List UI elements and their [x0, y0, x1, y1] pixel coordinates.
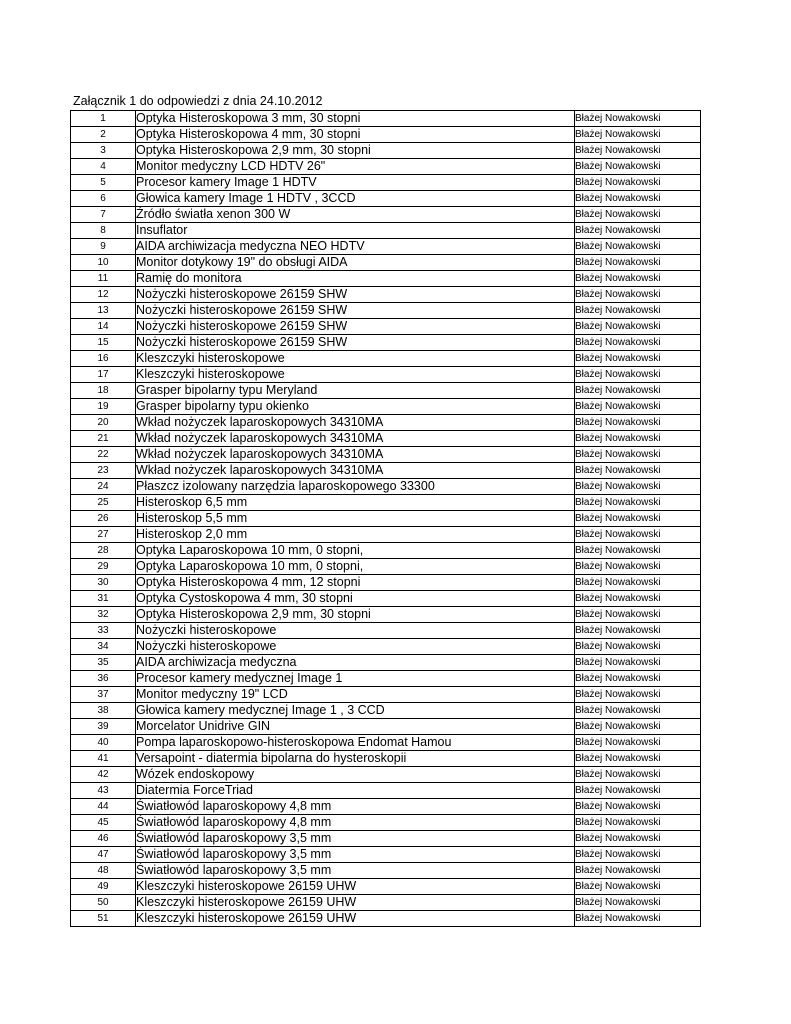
responsible-person-cell: Błażej Nowakowski — [575, 799, 701, 815]
table-row — [71, 655, 701, 671]
item-name-cell: Monitor medyczny 19" LCD — [136, 687, 575, 703]
table-row — [71, 431, 701, 447]
table-row — [71, 271, 701, 287]
row-number-cell: 20 — [71, 415, 136, 431]
item-name-cell: Diatermia ForceTriad — [136, 783, 575, 799]
row-number-cell: 6 — [71, 191, 136, 207]
row-number-cell: 41 — [71, 751, 136, 767]
item-name-cell: Grasper bipolarny typu okienko — [136, 399, 575, 415]
row-number-cell: 7 — [71, 207, 136, 223]
table-row — [71, 143, 701, 159]
item-name-cell: Głowica kamery Image 1 HDTV , 3CCD — [136, 191, 575, 207]
responsible-person-cell: Błażej Nowakowski — [575, 511, 701, 527]
item-name-cell: Światłowód laparoskopowy 4,8 mm — [136, 815, 575, 831]
item-name-cell: Światłowód laparoskopowy 3,5 mm — [136, 831, 575, 847]
table-row — [71, 687, 701, 703]
row-number-cell: 44 — [71, 799, 136, 815]
table-row — [71, 735, 701, 751]
responsible-person-cell: Błażej Nowakowski — [575, 623, 701, 639]
row-number-cell: 22 — [71, 447, 136, 463]
table-row — [71, 447, 701, 463]
table-row — [71, 399, 701, 415]
row-number-cell: 51 — [71, 911, 136, 927]
row-number-cell: 25 — [71, 495, 136, 511]
responsible-person-cell: Błażej Nowakowski — [575, 543, 701, 559]
item-name-cell: Ramię do monitora — [136, 271, 575, 287]
table-row — [71, 127, 701, 143]
responsible-person-cell: Błażej Nowakowski — [575, 191, 701, 207]
row-number-cell: 21 — [71, 431, 136, 447]
item-name-cell: Kleszczyki histeroskopowe 26159 UHW — [136, 911, 575, 927]
row-number-cell: 40 — [71, 735, 136, 751]
row-number-cell: 16 — [71, 351, 136, 367]
table-row — [71, 511, 701, 527]
responsible-person-cell: Błażej Nowakowski — [575, 463, 701, 479]
table-row — [71, 111, 701, 127]
responsible-person-cell: Błażej Nowakowski — [575, 319, 701, 335]
table-row — [71, 863, 701, 879]
row-number-cell: 23 — [71, 463, 136, 479]
table-row — [71, 767, 701, 783]
row-number-cell: 39 — [71, 719, 136, 735]
responsible-person-cell: Błażej Nowakowski — [575, 559, 701, 575]
responsible-person-cell: Błażej Nowakowski — [575, 703, 701, 719]
responsible-person-cell: Błażej Nowakowski — [575, 831, 701, 847]
row-number-cell: 42 — [71, 767, 136, 783]
item-name-cell: Monitor medyczny LCD HDTV 26" — [136, 159, 575, 175]
responsible-person-cell: Błażej Nowakowski — [575, 415, 701, 431]
row-number-cell: 50 — [71, 895, 136, 911]
item-name-cell: Kleszczyki histeroskopowe — [136, 351, 575, 367]
row-number-cell: 9 — [71, 239, 136, 255]
table-row — [71, 751, 701, 767]
row-number-cell: 18 — [71, 383, 136, 399]
item-name-cell: Optyka Histeroskopowa 2,9 mm, 30 stopni — [136, 607, 575, 623]
responsible-person-cell: Błażej Nowakowski — [575, 847, 701, 863]
item-name-cell: Optyka Laparoskopowa 10 mm, 0 stopni, — [136, 543, 575, 559]
table-row — [71, 335, 701, 351]
row-number-cell: 30 — [71, 575, 136, 591]
table-row — [71, 223, 701, 239]
table-row — [71, 831, 701, 847]
responsible-person-cell: Błażej Nowakowski — [575, 895, 701, 911]
item-name-cell: Wkład nożyczek laparoskopowych 34310MA — [136, 415, 575, 431]
responsible-person-cell: Błażej Nowakowski — [575, 495, 701, 511]
responsible-person-cell: Błażej Nowakowski — [575, 303, 701, 319]
row-number-cell: 27 — [71, 527, 136, 543]
item-name-cell: Nożyczki histeroskopowe — [136, 639, 575, 655]
responsible-person-cell: Błażej Nowakowski — [575, 223, 701, 239]
row-number-cell: 49 — [71, 879, 136, 895]
responsible-person-cell: Błażej Nowakowski — [575, 607, 701, 623]
table-row — [71, 463, 701, 479]
table-row — [71, 207, 701, 223]
table-row — [71, 415, 701, 431]
row-number-cell: 43 — [71, 783, 136, 799]
responsible-person-cell: Błażej Nowakowski — [575, 671, 701, 687]
row-number-cell: 24 — [71, 479, 136, 495]
table-row — [71, 575, 701, 591]
item-name-cell: Histeroskop 6,5 mm — [136, 495, 575, 511]
item-name-cell: Optyka Histeroskopowa 3 mm, 30 stopni — [136, 111, 575, 127]
responsible-person-cell: Błażej Nowakowski — [575, 767, 701, 783]
table-row — [71, 719, 701, 735]
table-row — [71, 911, 701, 927]
row-number-cell: 37 — [71, 687, 136, 703]
responsible-person-cell: Błażej Nowakowski — [575, 287, 701, 303]
item-name-cell: Kleszczyki histeroskopowe 26159 UHW — [136, 879, 575, 895]
table-row — [71, 783, 701, 799]
row-number-cell: 26 — [71, 511, 136, 527]
item-name-cell: Wózek endoskopowy — [136, 767, 575, 783]
table-row — [71, 191, 701, 207]
item-name-cell: Światłowód laparoskopowy 4,8 mm — [136, 799, 575, 815]
responsible-person-cell: Błażej Nowakowski — [575, 863, 701, 879]
responsible-person-cell: Błażej Nowakowski — [575, 735, 701, 751]
responsible-person-cell: Błażej Nowakowski — [575, 575, 701, 591]
responsible-person-cell: Błażej Nowakowski — [575, 127, 701, 143]
row-number-cell: 28 — [71, 543, 136, 559]
item-name-cell: Optyka Histeroskopowa 4 mm, 12 stopni — [136, 575, 575, 591]
item-name-cell: Światłowód laparoskopowy 3,5 mm — [136, 847, 575, 863]
responsible-person-cell: Błażej Nowakowski — [575, 335, 701, 351]
responsible-person-cell: Błażej Nowakowski — [575, 815, 701, 831]
table-row — [71, 815, 701, 831]
item-name-cell: Optyka Laparoskopowa 10 mm, 0 stopni, — [136, 559, 575, 575]
responsible-person-cell: Błażej Nowakowski — [575, 591, 701, 607]
table-row — [71, 239, 701, 255]
row-number-cell: 13 — [71, 303, 136, 319]
responsible-person-cell: Błażej Nowakowski — [575, 399, 701, 415]
table-row — [71, 671, 701, 687]
item-name-cell: Versapoint - diatermia bipolarna do hysteroskopii — [136, 751, 575, 767]
responsible-person-cell: Błażej Nowakowski — [575, 783, 701, 799]
table-row — [71, 559, 701, 575]
document-heading: Załącznik 1 do odpowiedzi z dnia 24.10.2012 — [73, 94, 323, 108]
table-row — [71, 527, 701, 543]
row-number-cell: 8 — [71, 223, 136, 239]
row-number-cell: 2 — [71, 127, 136, 143]
table-row — [71, 495, 701, 511]
table-row — [71, 591, 701, 607]
row-number-cell: 29 — [71, 559, 136, 575]
row-number-cell: 45 — [71, 815, 136, 831]
table-row — [71, 319, 701, 335]
responsible-person-cell: Błażej Nowakowski — [575, 239, 701, 255]
table-row — [71, 847, 701, 863]
item-name-cell: Światłowód laparoskopowy 3,5 mm — [136, 863, 575, 879]
item-name-cell: AIDA archiwizacja medyczna NEO HDTV — [136, 239, 575, 255]
table-row — [71, 607, 701, 623]
responsible-person-cell: Błażej Nowakowski — [575, 383, 701, 399]
item-name-cell: Procesor kamery Image 1 HDTV — [136, 175, 575, 191]
responsible-person-cell: Błażej Nowakowski — [575, 751, 701, 767]
responsible-person-cell: Błażej Nowakowski — [575, 431, 701, 447]
item-name-cell: Histeroskop 2,0 mm — [136, 527, 575, 543]
row-number-cell: 36 — [71, 671, 136, 687]
item-name-cell: Nożyczki histeroskopowe 26159 SHW — [136, 335, 575, 351]
row-number-cell: 48 — [71, 863, 136, 879]
item-name-cell: AIDA archiwizacja medyczna — [136, 655, 575, 671]
row-number-cell: 14 — [71, 319, 136, 335]
responsible-person-cell: Błażej Nowakowski — [575, 159, 701, 175]
responsible-person-cell: Błażej Nowakowski — [575, 527, 701, 543]
item-name-cell: Nożyczki histeroskopowe — [136, 623, 575, 639]
responsible-person-cell: Błażej Nowakowski — [575, 175, 701, 191]
item-name-cell: Wkład nożyczek laparoskopowych 34310MA — [136, 431, 575, 447]
responsible-person-cell: Błażej Nowakowski — [575, 479, 701, 495]
row-number-cell: 32 — [71, 607, 136, 623]
responsible-person-cell: Błażej Nowakowski — [575, 447, 701, 463]
item-name-cell: Morcelator Unidrive GIN — [136, 719, 575, 735]
row-number-cell: 5 — [71, 175, 136, 191]
item-name-cell: Optyka Cystoskopowa 4 mm, 30 stopni — [136, 591, 575, 607]
row-number-cell: 46 — [71, 831, 136, 847]
row-number-cell: 1 — [71, 111, 136, 127]
table-row — [71, 543, 701, 559]
item-name-cell: Kleszczyki histeroskopowe — [136, 367, 575, 383]
table-row — [71, 623, 701, 639]
responsible-person-cell: Błażej Nowakowski — [575, 271, 701, 287]
responsible-person-cell: Błażej Nowakowski — [575, 639, 701, 655]
responsible-person-cell: Błażej Nowakowski — [575, 911, 701, 927]
row-number-cell: 3 — [71, 143, 136, 159]
row-number-cell: 19 — [71, 399, 136, 415]
table-row — [71, 255, 701, 271]
row-number-cell: 35 — [71, 655, 136, 671]
equipment-table-body — [71, 111, 701, 927]
item-name-cell: Optyka Histeroskopowa 4 mm, 30 stopni — [136, 127, 575, 143]
responsible-person-cell: Błażej Nowakowski — [575, 719, 701, 735]
table-row — [71, 879, 701, 895]
item-name-cell: Nożyczki histeroskopowe 26159 SHW — [136, 303, 575, 319]
row-number-cell: 12 — [71, 287, 136, 303]
row-number-cell: 31 — [71, 591, 136, 607]
responsible-person-cell: Błażej Nowakowski — [575, 687, 701, 703]
equipment-table — [70, 110, 701, 927]
table-row — [71, 703, 701, 719]
row-number-cell: 11 — [71, 271, 136, 287]
table-row — [71, 799, 701, 815]
table-row — [71, 303, 701, 319]
table-row — [71, 367, 701, 383]
table-row — [71, 175, 701, 191]
item-name-cell: Źródło światła xenon 300 W — [136, 207, 575, 223]
responsible-person-cell: Błażej Nowakowski — [575, 367, 701, 383]
row-number-cell: 33 — [71, 623, 136, 639]
row-number-cell: 10 — [71, 255, 136, 271]
responsible-person-cell: Błażej Nowakowski — [575, 207, 701, 223]
table-row — [71, 351, 701, 367]
row-number-cell: 15 — [71, 335, 136, 351]
responsible-person-cell: Błażej Nowakowski — [575, 655, 701, 671]
table-row — [71, 287, 701, 303]
table-row — [71, 383, 701, 399]
item-name-cell: Pompa laparoskopowo-histeroskopowa Endomat Hamou — [136, 735, 575, 751]
row-number-cell: 4 — [71, 159, 136, 175]
item-name-cell: Nożyczki histeroskopowe 26159 SHW — [136, 319, 575, 335]
table-row — [71, 895, 701, 911]
item-name-cell: Głowica kamery medycznej Image 1 , 3 CCD — [136, 703, 575, 719]
row-number-cell: 38 — [71, 703, 136, 719]
row-number-cell: 47 — [71, 847, 136, 863]
item-name-cell: Optyka Histeroskopowa 2,9 mm, 30 stopni — [136, 143, 575, 159]
row-number-cell: 17 — [71, 367, 136, 383]
item-name-cell: Monitor dotykowy 19" do obsługi AIDA — [136, 255, 575, 271]
item-name-cell: Grasper bipolarny typu Meryland — [136, 383, 575, 399]
item-name-cell: Nożyczki histeroskopowe 26159 SHW — [136, 287, 575, 303]
item-name-cell: Insuflator — [136, 223, 575, 239]
responsible-person-cell: Błażej Nowakowski — [575, 879, 701, 895]
row-number-cell: 34 — [71, 639, 136, 655]
item-name-cell: Histeroskop 5,5 mm — [136, 511, 575, 527]
item-name-cell: Wkład nożyczek laparoskopowych 34310MA — [136, 447, 575, 463]
item-name-cell: Procesor kamery medycznej Image 1 — [136, 671, 575, 687]
table-row — [71, 639, 701, 655]
table-row — [71, 159, 701, 175]
responsible-person-cell: Błażej Nowakowski — [575, 111, 701, 127]
responsible-person-cell: Błażej Nowakowski — [575, 351, 701, 367]
responsible-person-cell: Błażej Nowakowski — [575, 255, 701, 271]
table-row — [71, 479, 701, 495]
item-name-cell: Wkład nożyczek laparoskopowych 34310MA — [136, 463, 575, 479]
item-name-cell: Kleszczyki histeroskopowe 26159 UHW — [136, 895, 575, 911]
item-name-cell: Płaszcz izolowany narzędzia laparoskopowego 33300 — [136, 479, 575, 495]
responsible-person-cell: Błażej Nowakowski — [575, 143, 701, 159]
